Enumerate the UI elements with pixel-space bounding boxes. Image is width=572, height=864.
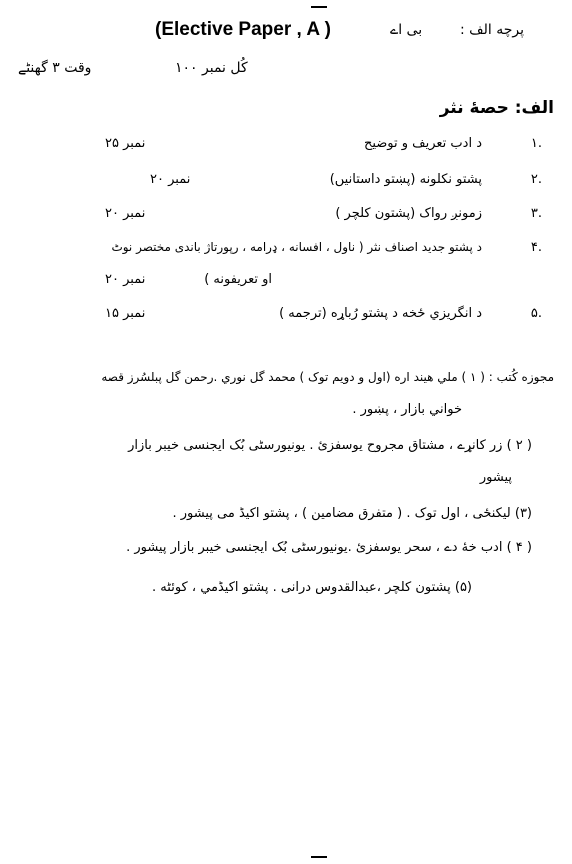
book-ref-line: (۳) لیکنځی ، اول توک . ( متفرق مضامین ) ، پشتو اکیڈ می پیشور . xyxy=(172,506,532,521)
book-ref-line: ( ۴ ) ادب خۀ دے ، سحر یوسفزیٔ .یونیورسٹی بُک ایجنسی خیبر بازار پیشور . xyxy=(126,540,532,555)
question-text: د ادب تعریف و توضیح xyxy=(363,136,482,151)
question-text: د انگریزي ځخه د پشتو رُباړه (ترجمه ) xyxy=(279,306,482,321)
question-marks: نمبر ۲۰ xyxy=(150,172,191,187)
question-text: زمونږ رواک (پشتون کلچر ) xyxy=(335,206,482,221)
question-marks: نمبر ۲۰ xyxy=(105,206,146,221)
book-ref-line: مجوزه کُتب : ( ۱ ) ملي هیند اره (اول و دویم توک ) محمد گل نوري .رحمن گل پبلسُرز قصه xyxy=(101,370,554,384)
question-number: ۵. xyxy=(530,306,542,321)
time-allowed: وقت ۳ گھنٹے xyxy=(18,60,92,76)
question-marks: نمبر ۲۵ xyxy=(105,136,146,151)
bottom-page-mark xyxy=(311,856,327,858)
question-number: ۴. xyxy=(530,240,542,255)
total-marks: کُل نمبر ۱۰۰ xyxy=(175,60,248,76)
question-marks: نمبر ۱۵ xyxy=(105,306,146,321)
question-text-continued: او تعریفونه ) xyxy=(204,272,272,287)
paper-label: پرچه الف : xyxy=(459,22,524,38)
paper-title xyxy=(155,19,331,41)
question-number: ۲. xyxy=(530,172,542,187)
title-text: Elective Paper , A ) xyxy=(161,19,331,40)
program-label: بی اے xyxy=(390,22,423,38)
section-heading: الف: حصهٔ نثر xyxy=(439,98,554,118)
question-text: د پشتو جدید اصناف نثر ( ناول ، افسانه ، ډرامه ، رپورتاژ باندی مختصر نوٹ xyxy=(111,240,482,254)
question-number: ۱. xyxy=(530,136,542,151)
book-ref-line: (۵) پشتون کلچر ،عبدالقدوس درانی . پشتو اکیڈمي ، کوئٹه . xyxy=(152,580,472,595)
book-ref-line: ( ۲ ) زر کانړے ، مشتاق مجروح یوسفزیٔ . یونیورسٹی بُک ایجنسی خیبر بازار xyxy=(128,438,532,453)
top-page-mark xyxy=(311,6,327,8)
book-ref-line: پیشور xyxy=(479,470,512,485)
question-text: پشتو نکلونه (پښتو داستانيں) xyxy=(329,172,482,187)
question-marks: نمبر ۲۰ xyxy=(105,272,146,287)
question-number: ۳. xyxy=(530,206,542,221)
book-ref-line: خواني بازار ، پښور . xyxy=(352,402,462,417)
title-open-paren: ( xyxy=(155,19,162,40)
